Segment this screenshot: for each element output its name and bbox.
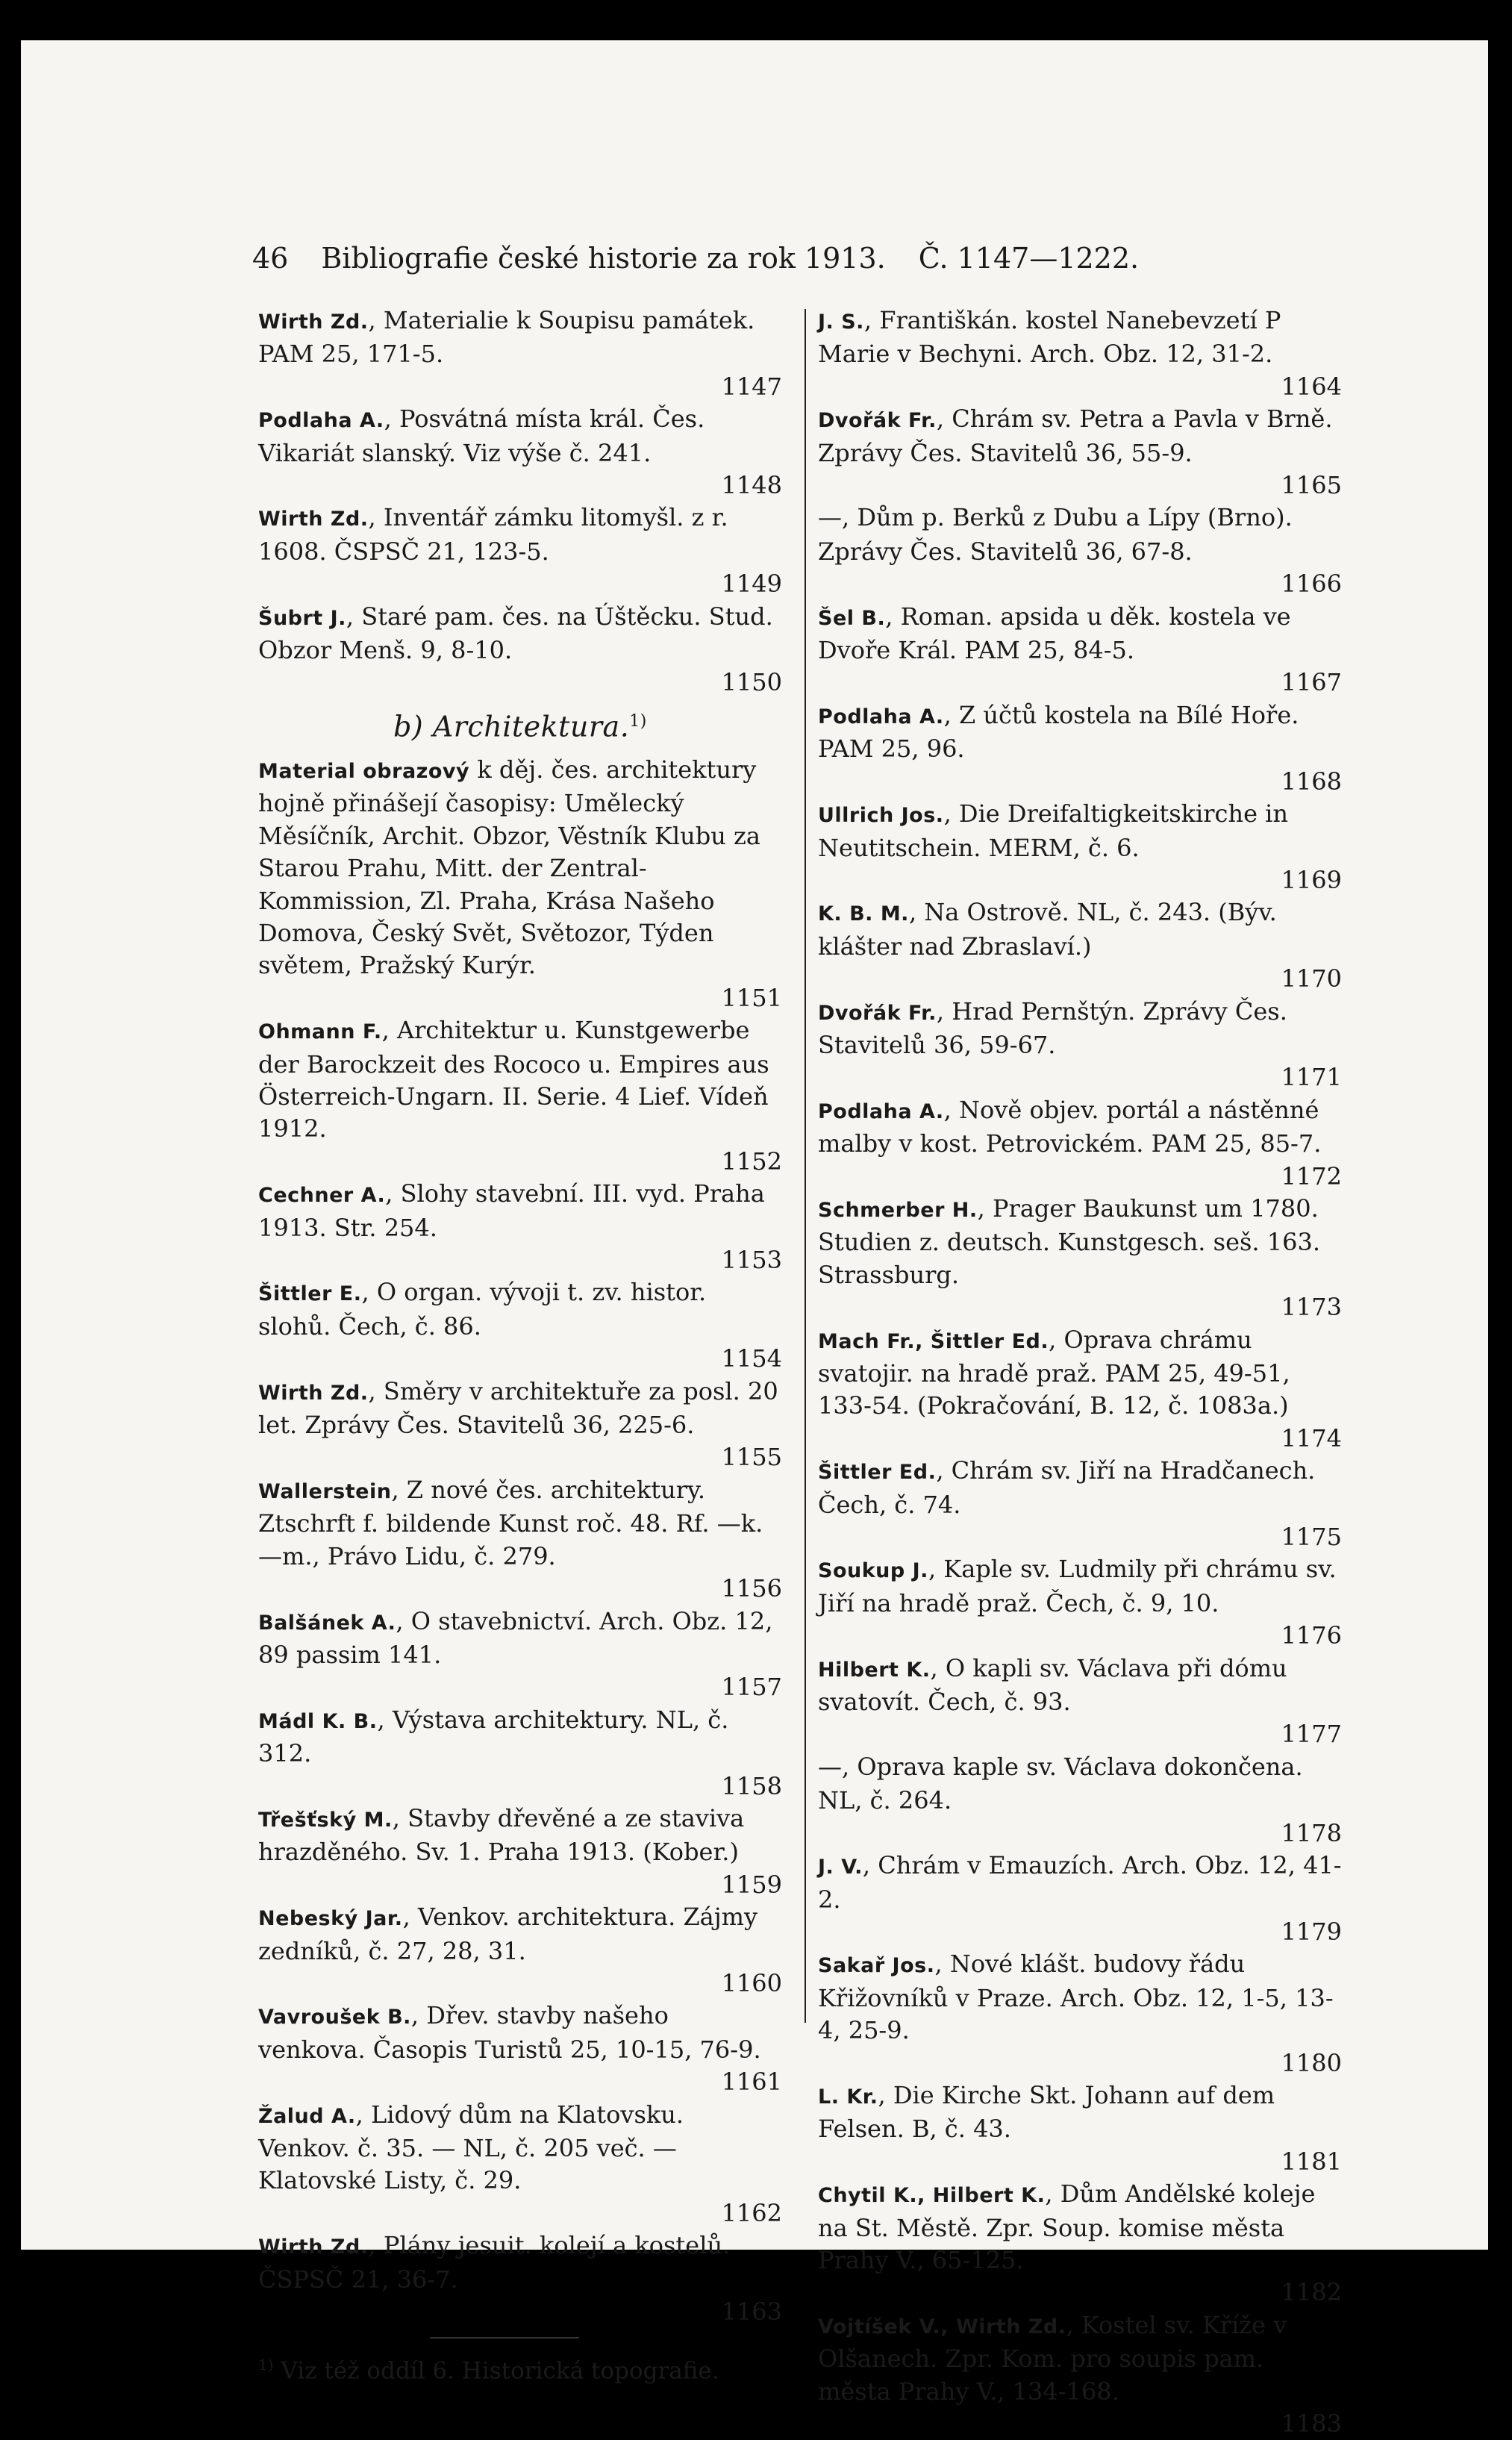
bibliography-entry [818,2178,1342,2309]
entry-author: Chytil K., Hilbert K. [818,2184,1046,2208]
section-heading: b) Architektura.$^{1)}$ [393,710,647,743]
entry-text: , Na Ostrově. NL, č. 243. (Býv. klášter nad Zbraslaví.) [818,898,1277,961]
entry-number: 1181 [1281,2147,1342,2176]
bibliography-entry [258,754,782,1014]
entry-number: 1173 [1281,1293,1342,1322]
bibliography-entry [258,1803,782,1901]
entry-author: Podlaha A. [258,409,384,433]
entry-text: , Z nové čes. architektury. Ztschrft f. bildende Kunst roč. 48. Rf. —k. —m., Právo Lidu, č. 279. [258,1475,763,1570]
entry-text: —, Dům p. Berků z Dubu a Lípy (Brno). Zprávy Čes. Stavitelů 36, 67-8. [818,503,1293,566]
bibliography-entry [258,1178,782,1276]
entry-author: Material obrazový [258,759,470,783]
entry-text: , Lidový dům na Klatovsku. Venkov. č. 35. — NL, č. 205 več. — Klatovské Listy, č. 29. [258,2100,684,2195]
bibliography-entry [258,1474,782,1606]
entry-text: , Dřev. stavby našeho venkova. Časopis Turistů 25, 10-15, 76-9. [258,2001,761,2064]
entry-number: 1158 [721,1771,782,1800]
entry-number: 1183 [1281,2409,1342,2438]
bibliography-entry [818,1850,1342,1948]
entry-number: 1159 [721,1870,782,1899]
entry-number: 1150 [721,668,782,697]
entry-text: —, Oprava kaple sv. Václava dokončena. NL, č. 264. [818,1752,1303,1815]
bibliography-entry [818,601,1342,699]
bibliography-entry [258,1901,782,2000]
entry-author: Ullrich Jos. [818,804,944,828]
bibliography-entry [818,1948,1342,2079]
entry-number: 1174 [1281,1423,1342,1453]
footnote [258,2349,782,2386]
entry-number: 1152 [721,1146,782,1176]
running-header [252,242,1297,275]
entry-number: 1166 [1281,570,1342,599]
entry-text: , Dům Andělské koleje na St. Městě. Zpr. Soup. komise města Prahy V., 65-125. [818,2180,1316,2274]
footnote-text: Viz též oddíl 6. Historická topografie. [273,2357,719,2385]
entry-author: Hilbert K. [818,1658,931,1682]
entry-number: 1171 [1281,1063,1342,1092]
bibliography-entry [258,1276,782,1375]
bibliography-entry [818,1751,1342,1850]
entry-text: , Oprava chrámu svatojir. na hradě praž. PAM 25, 49-51, 133-54. (Pokračování, B. 12, č. 1083a.) [818,1325,1290,1420]
bibliography-entry [258,403,782,502]
entry-number: 1157 [721,1673,782,1702]
bibliography-entry [258,502,782,600]
bibliography-entry [258,1704,782,1803]
entry-text: , Nové klášt. budovy řádu Křižovníků v Praze. Arch. Obz. 12, 1-5, 13-4, 25-9. [818,1950,1334,2045]
right-column [818,305,1342,2440]
entry-text: , Venkov. architektura. Zájmy zedníků, č. 27, 28, 31. [258,1903,758,1965]
entry-author: Třešťský M. [258,1808,393,1832]
entry-author: Wirth Zd. [258,1381,369,1405]
bibliography-entry [818,1193,1342,1324]
entry-author: Balšánek A. [258,1611,396,1635]
left-column [258,305,782,2387]
bibliography-entry [258,1376,782,1474]
bibliography-entry [258,2099,782,2230]
entry-text: , Architektur u. Kunstgewerbe der Barockzeit des Rococo u. Empires aus Österreich-Ungarn. II. Serie. 4 Lief. Vídeň 1912. [258,1016,769,1143]
entry-author: Sakař Jos. [818,1954,935,1978]
header-title: Bibliografie české historie za rok 1913. [321,242,886,275]
entry-text: , Plány jesuit. kolejí a kostelů. ČSPSČ 21, 36-7. [258,2231,731,2294]
entry-number: 1179 [1281,1917,1342,1946]
entry-author: J. V. [818,1856,863,1879]
entry-text: , O kapli sv. Václava při dómu svatovít. Čech, č. 93. [818,1653,1287,1717]
entry-number: 1147 [721,372,782,401]
entry-text: , Chrám sv. Jiří na Hradčanech. Čech, č. 74. [818,1456,1316,1519]
bibliography-entry [258,2000,782,2098]
entry-text: , Hrad Pernštýn. Zprávy Čes. Stavitelů 36, 59-67. [818,996,1287,1059]
entry-author: Šel B. [818,606,886,630]
entry-number: 1154 [721,1344,782,1373]
entry-number: 1176 [1281,1621,1342,1650]
entry-number: 1161 [721,2068,782,2097]
entry-text: , Inventář zámku litomyšl. z r. 1608. ČSPSČ 21, 123-5. [258,503,728,566]
entry-number: 1164 [1281,372,1342,401]
entry-text: , Stavby dřevěné a ze staviva hrazděného. Sv. 1. Praha 1913. (Kober.) [258,1803,745,1867]
bibliography-entry [258,2230,782,2328]
entry-author: Podlaha A. [818,705,944,728]
entry-author: Wirth Zd. [258,508,369,531]
entry-text: , Směry v architektuře za posl. 20 let. Zprávy Čes. Stavitelů 36, 225-6. [258,1376,778,1440]
entry-text: , Výstava architektury. NL, č. 312. [258,1705,729,1768]
entry-author: Vojtíšek V., Wirth Zd. [818,2315,1066,2338]
entry-number: 1169 [1281,865,1342,894]
entry-number: 1172 [1281,1161,1342,1191]
entry-number: 1162 [721,2198,782,2227]
entry-author: Šittler Ed. [818,1461,937,1485]
entry-author: Soukup J. [818,1559,928,1583]
entry-author: Schmerber H. [818,1198,978,1222]
entry-number: 1151 [721,983,782,1012]
entry-number: 1177 [1281,1720,1342,1749]
book-page [21,40,1488,2438]
entry-text: , Chrám v Emauzích. Arch. Obz. 12, 41-2. [818,1851,1342,1914]
entry-author: L. Kr. [818,2085,878,2109]
bibliography-entry [818,1653,1342,1751]
entry-number: 1182 [1281,2278,1342,2307]
entry-text: , Die Dreifaltigkeitskirche in Neutitschein. MERM, č. 6. [818,799,1289,862]
entry-number: 1178 [1281,1818,1342,1847]
entry-text: , Posvátná místa král. Čes. Vikariát slanský. Viz výše č. 241. [258,405,705,467]
entry-text: , Staré pam. čes. na Úštěcku. Stud. Obzor Menš. 9, 8-10. [258,602,773,665]
entry-number: 1180 [1281,2048,1342,2077]
column-divider [805,309,806,2023]
entry-number: 1148 [721,471,782,500]
entry-author: Žalud A. [258,2104,356,2128]
entry-text: , Františkán. kostel Nanebevzetí P Marie v Bechyni. Arch. Obz. 12, 31-2. [818,306,1281,369]
bibliography-entry [818,996,1342,1094]
bibliography-entry [818,403,1342,502]
entry-number: 1155 [721,1443,782,1472]
entry-text: , Materialie k Soupisu památek. PAM 25, 171-5. [258,306,755,369]
header-range: Č. 1147—1222. [918,242,1140,275]
entry-text: , Chrám sv. Petra a Pavla v Brně. Zprávy Čes. Stavitelů 36, 55-9. [818,405,1333,467]
bibliography-entry [818,798,1342,896]
entry-text: , O organ. vývoji t. zv. histor. slohů. Čech, č. 86. [258,1278,707,1341]
bibliography-entry [818,502,1342,600]
entry-author: Ohmann F. [258,1020,382,1044]
section-note-mark: 1) [629,711,647,731]
entry-text: , Slohy stavební. III. vyd. Praha 1913. Str. 254. [258,1179,765,1242]
bibliography-entry [258,1606,782,1704]
entry-number: 1175 [1281,1523,1342,1552]
bibliography-entry [818,305,1342,403]
bibliography-entry [818,1553,1342,1652]
entry-author: Wirth Zd. [258,2235,369,2259]
entry-text: , Prager Baukunst um 1780. Studien z. deutsch. Kunstgesch. seš. 163. Strassburg. [818,1194,1321,1289]
entry-number: 1167 [1281,668,1342,697]
entry-number: 1149 [721,570,782,599]
bibliography-entry [818,1324,1342,1455]
bibliography-entry [258,305,782,403]
entry-text: , Kostel sv. Kříže v Olšanech. Zpr. Kom. pro soupis pam. města Prahy V., 134-168. [818,2310,1287,2406]
entry-author: Dvořák Fr. [818,409,937,433]
footnote-rule [430,2337,579,2338]
entry-author: Dvořák Fr. [818,1001,937,1025]
entry-text: , Kaple sv. Ludmily při chrámu sv. Jiří na hradě praž. Čech, č. 9, 10. [818,1555,1337,1617]
entry-author: Šubrt J. [258,606,346,630]
entry-author: K. B. M. [818,902,909,926]
entry-author: Podlaha A. [818,1099,944,1123]
entry-author: Wirth Zd. [258,311,369,334]
entry-author: Wallerstein [258,1479,392,1503]
footnote-mark: 1) [258,2356,274,2374]
entry-author: Nebeský Jar. [258,1907,403,1931]
page-number: 46 [252,242,289,275]
entry-author: Mach Fr., Šittler Ed. [818,1329,1049,1353]
entry-text: , Nově objev. portál a nástěnné malby v kost. Petrovickém. PAM 25, 85-7. [818,1095,1322,1158]
entry-text: , O stavebnictví. Arch. Obz. 12, 89 passim 141. [258,1606,773,1669]
entry-number: 1170 [1281,964,1342,993]
bibliography-entry [258,1014,782,1178]
bibliography-entry [818,699,1342,798]
entry-text: k děj. čes. architektury hojně přinášejí časopisy: Umělecký Měsíčník, Archit. Obzor, Věstník Klubu za Starou Prahu, Mitt. der Zentral-Kommission, Zl. Praha, Krása Našeho Domova, Český Svět, Světozor, Týden světem, Pražský Kurýr. [258,755,760,980]
entry-author: Šittler E. [258,1282,362,1306]
entry-text: , Z účtů kostela na Bílé Hoře. PAM 25, 96. [818,700,1299,764]
entry-text: , Roman. apsida u děk. kostela ve Dvoře Král. PAM 25, 84-5. [818,602,1291,665]
entry-text: , Die Kirche Skt. Johann auf dem Felsen. B, č. 43. [818,2080,1275,2144]
entry-number: 1156 [721,1574,782,1603]
entry-number: 1165 [1281,471,1342,500]
bibliography-entry [818,2079,1342,2178]
entry-number: 1163 [721,2297,782,2327]
entry-author: Vavroušek B. [258,2006,411,2029]
entry-number: 1153 [721,1246,782,1275]
bibliography-entry [818,2309,1342,2440]
bibliography-entry [818,1094,1342,1193]
entry-number: 1160 [721,1968,782,1997]
entry-number: 1168 [1281,767,1342,796]
bibliography-entry [818,1455,1342,1553]
entry-author: J. S. [818,311,864,334]
entry-author: Mádl K. B. [258,1709,378,1733]
bibliography-entry [818,896,1342,995]
bibliography-entry [258,601,782,699]
entry-author: Cechner A. [258,1184,386,1208]
